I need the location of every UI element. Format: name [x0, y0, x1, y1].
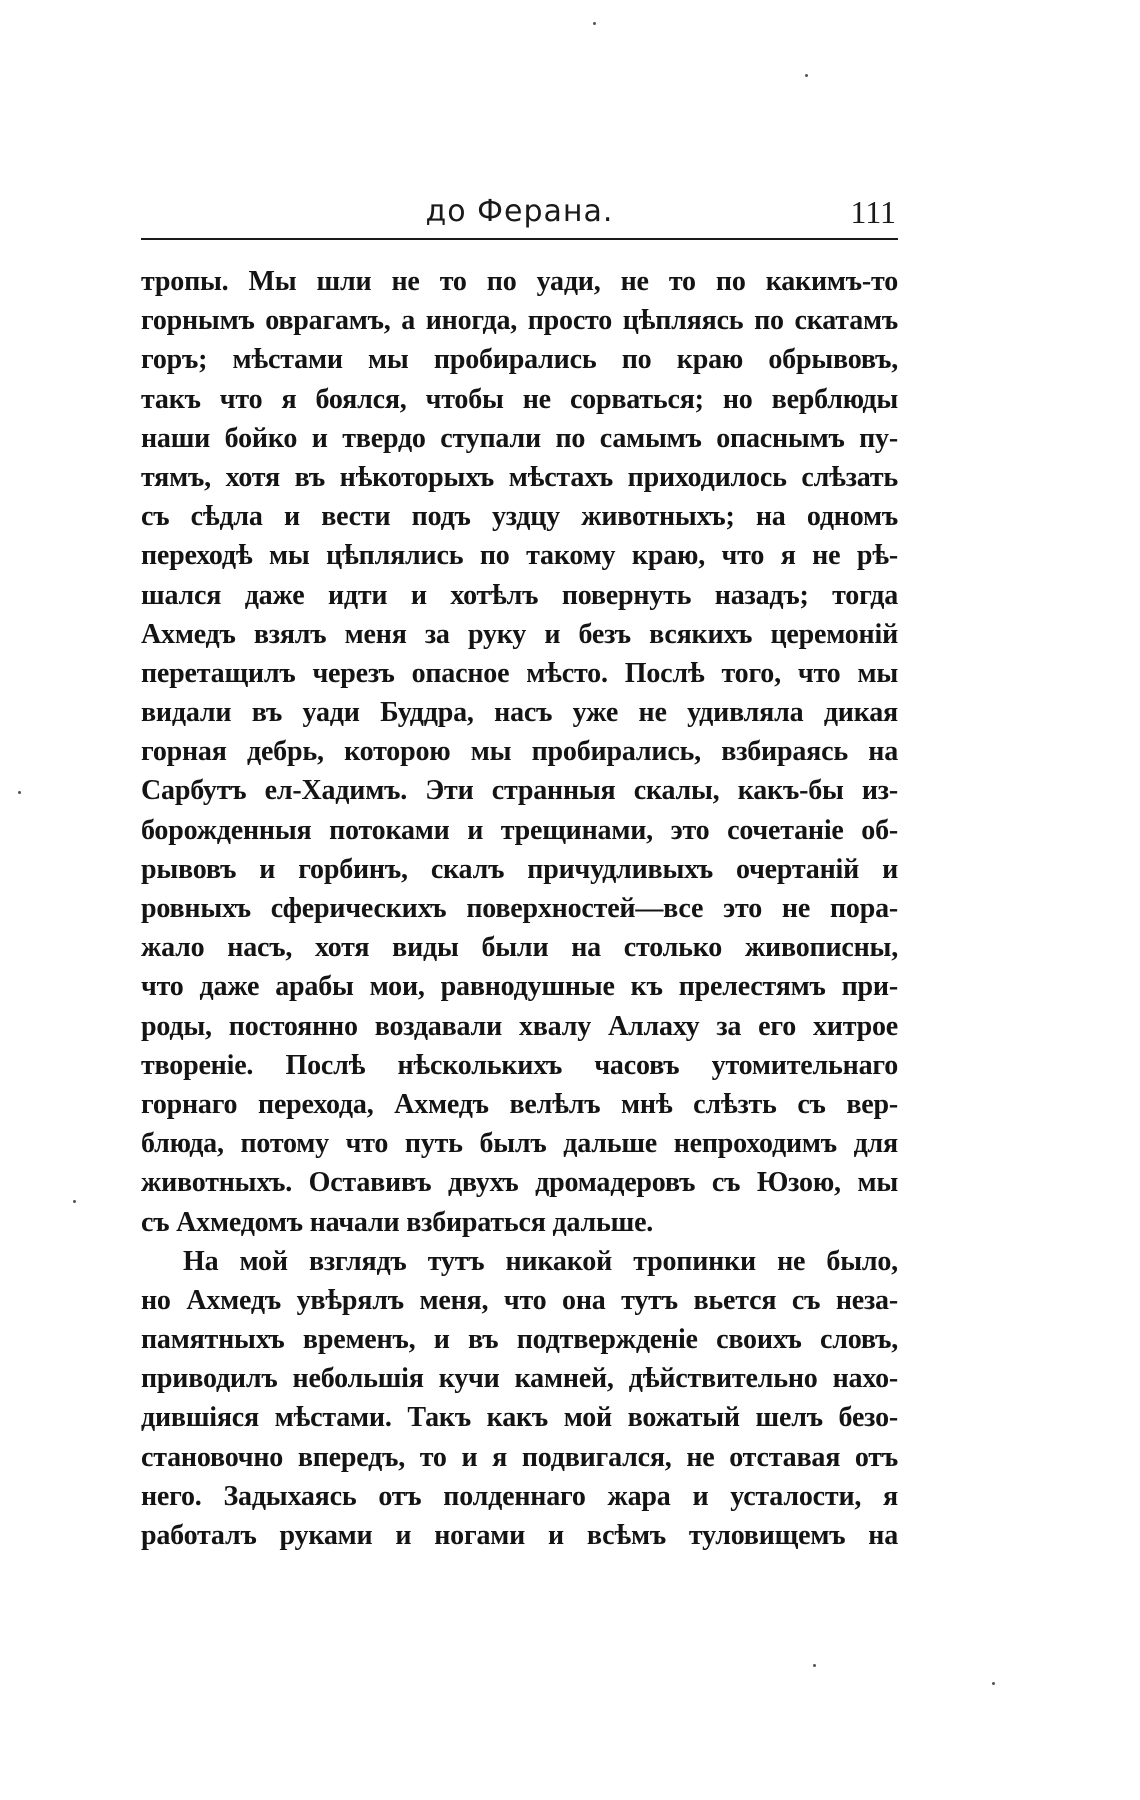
text-line: переходѣ мы цѣплялись по такому краю, что я не рѣ- [141, 540, 898, 572]
text-line: становочно впередъ, то и я подвигался, не отставая отъ [141, 1441, 898, 1473]
text-line: съ сѣдла и вести подъ уздцу животныхъ; на одномъ [141, 501, 898, 533]
scan-speck [813, 1664, 816, 1667]
text-line: него. Задыхаясь отъ полденнаго жара и усталости, я [141, 1480, 898, 1512]
text-line: горная дебрь, которою мы пробирались, взбираясь на [141, 736, 898, 768]
text-line: приводилъ небольшія кучи камней, дѣйствительно нахо- [141, 1363, 898, 1395]
scan-speck [18, 791, 21, 794]
page-number: 111 [850, 194, 896, 230]
text-line: горъ; мѣстами мы пробирались по краю обрывовъ, [141, 344, 898, 376]
paragraph [141, 1242, 898, 1556]
text-line: памятныхъ временъ, и въ подтвержденіе своихъ словъ, [141, 1324, 898, 1356]
body-text [141, 262, 898, 1555]
text-line: твореніе. Послѣ нѣсколькихъ часовъ утомительнаго [141, 1049, 898, 1081]
text-line: животныхъ. Оставивъ двухъ дромадеровъ съ Юзою, мы [141, 1167, 898, 1199]
text-line: съ Ахмедомъ начали взбираться дальше. [141, 1206, 654, 1238]
scan-speck [593, 22, 596, 25]
running-title: до Ферана. [425, 194, 614, 229]
text-line: наши бойко и твердо ступали по самымъ опаснымъ пу- [141, 422, 898, 454]
text-line: перетащилъ черезъ опасное мѣсто. Послѣ того, что мы [141, 657, 898, 689]
text-line: горнаго перехода, Ахмедъ велѣлъ мнѣ слѣзть съ вер- [141, 1088, 898, 1120]
scan-speck [992, 1682, 995, 1685]
text-line: На мой взглядъ тутъ никакой тропинки не было, [183, 1245, 898, 1277]
text-line: блюда, потому что путь былъ дальше непроходимъ для [141, 1128, 898, 1160]
text-line: жало насъ, хотя виды были на столько живописны, [141, 932, 898, 964]
text-line: тропы. Мы шли не то по уади, не то по какимъ-то [141, 266, 898, 297]
text-line: но Ахмедъ увѣрялъ меня, что она тутъ вьется съ неза- [141, 1284, 898, 1316]
text-line: роды, постоянно воздавали хвалу Аллаху за его хитрое [141, 1010, 898, 1042]
text-line: тямъ, хотя въ нѣкоторыхъ мѣстахъ приходилось слѣзать [141, 461, 898, 493]
text-line: Сарбутъ ел-Хадимъ. Эти странныя скалы, какъ-бы из- [141, 775, 898, 807]
text-line: борожденныя потоками и трещинами, это сочетаніе об- [141, 814, 898, 846]
paragraph [141, 262, 898, 1242]
text-line: дившіяся мѣстами. Такъ какъ мой вожатый шелъ безо- [141, 1402, 898, 1434]
text-line: что даже арабы мои, равнодушные къ прелестямъ при- [141, 971, 898, 1003]
text-line: видали въ уади Буддра, насъ уже не удивляла дикая [141, 697, 898, 729]
scan-speck [73, 1200, 76, 1203]
text-line: ровныхъ сферическихъ поверхностей—все это не пора- [141, 893, 898, 924]
text-line: шался даже идти и хотѣлъ повернуть назадъ; тогда [141, 579, 898, 611]
page-header [141, 192, 898, 240]
text-line: рывовъ и горбинъ, скалъ причудливыхъ очертаній и [141, 853, 898, 885]
text-line: Ахмедъ взялъ меня за руку и безъ всякихъ церемоній [141, 618, 898, 650]
text-line: горнымъ оврагамъ, а иногда, просто цѣпляясь по скатамъ [141, 305, 898, 337]
text-line: работалъ руками и ногами и всѣмъ туловищемъ на [141, 1520, 898, 1551]
scan-speck [805, 74, 808, 77]
text-line: такъ что я боялся, чтобы не сорваться; но верблюды [141, 383, 898, 415]
